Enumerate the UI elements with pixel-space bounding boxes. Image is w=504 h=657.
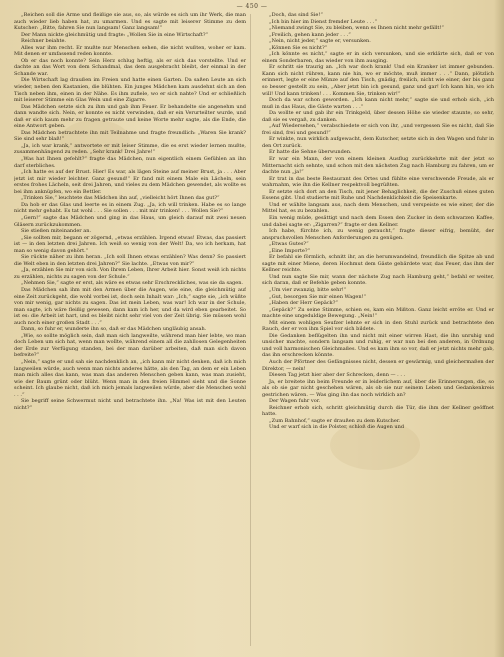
paragraph: Mit einem wohligen Seufzer lehnte er sich in den Stuhl zurück und betrachtete den Rauch, der er von ihm Spiel vor sich bildete.: [262, 319, 494, 333]
paragraph: „Haben der Herr Gepäck?“: [269, 300, 338, 307]
paragraph: „Nein, nicht jeder,“ sagte er, versunken.: [269, 38, 371, 45]
page-edge-shadow: [494, 0, 504, 657]
paragraph: Und er wählte langsam aus, nach dem Menschen, und verspeiste es wie einer, der die Mittel hat, es zu bezahlen.: [262, 201, 494, 215]
paragraph: „Reichen soll die Arme und fleißige sie aus, so, als würde es sich um ihr Werk, die man auch wieder lieb haben hat, zu umarmen. Und es sagte mit leiserer Stimme zu dem Kutscher: „Bitte, fahren Sie nun langsam! Ganz langsam!“: [14, 12, 246, 32]
paragraph: „Ich hatte es auf der Brust. Hier! Es war, als lägen Steine auf meiner Brust, ja . . . Aber jetzt ist mir wieder leichter. Ganz gesund!“ Er fand mit einem Male ein Lächeln, sein erstes frohes Lächeln, seit drei Jahren, und vieles zu dem Mädchen gewendet, als wollte es bei ihm anknüpfen, wo ein Bettler.: [14, 169, 246, 195]
paragraph: „Ja, ich war krank,“ antwortete er mit leiser Stimme, die es erst wieder lernen mußte, zusammenhängend zu reden. „Sehr krank! Drei Jahre!“: [14, 142, 246, 156]
paragraph: Der Wagen fuhr vor.: [269, 398, 321, 405]
paragraph: „Wie, so sollte möglich sein, daß man sich langweilte, während man hier lebte, wo man doch Leben um sich hat, wenn man wollte, während einem all die zahllosen Gelegenheiten der Erde zur Verfügung standen, bei der man darüber arbeiten, daß man sich davon befreite?“: [14, 332, 246, 359]
paragraph: Diesen Tag jetzt hier aber der Schrecken, denn — . . .: [269, 372, 406, 379]
paragraph: „Freilich, gehen kann jeder . . .“: [269, 31, 351, 38]
paragraph: Und er warf sich in die Polster, schloß die Augen und: [269, 424, 405, 431]
paragraph: „Sie sollten mir, begann er zögernd, „etwas erzählen. Irgend etwas! Etwas, das passiert ist — in den letzten drei Jahren. Ich weiß so wenig von der Welt! Da, wo ich herkam, hat man so wenig davon gehört.“: [14, 234, 246, 254]
paragraph: Er trat in das beste Restaurant des Ortes und fühlte eine verschwende Freude, als er wahrnahm, wie ihn die Kellner respektvoll begrüßten.: [262, 175, 494, 189]
paragraph: Sie rückte näher zu ihm heran. „Ich soll Ihnen etwas erzählen? Was denn? So passiert die Welt eben in den letzten drei Jahren?“ Sie lachte. „Etwas von mir?“: [14, 254, 246, 267]
paragraph: Die Gedanken beflügelten ihn und nicht mit einer wirren Hast, die ihn unruhig und unsicher machte, sondern langsam und ruhig, er war nun bei den anderen, in Ordnung und voll harmonischen Gleichmaßes. Und es kam ihm so vor, daß er jetzt nichts mehr gab, das ihn erschrecken könnte.: [262, 332, 494, 359]
paragraph: „Was hat Ihnen gefehlt?“ fragte das Mädchen, nun eigentlich einem Gefühlen an ihn darf sterbliches.: [14, 156, 246, 169]
paragraph: Der Mann nickte gleichmütig und fragte: „Wollen Sie in eine Wirtschaft?“: [21, 31, 209, 38]
paragraph: Er schritt sie traurig an. „Ich war doch krank! Und ein Kranker ist immer gebunden. Kann sich nicht rühren, kann nie hin, wo er möchte, muß immer . . .“ Dann, plötzlich erinnert, legte er eine Münze auf den Tisch, gnädig, freilich, nicht wie einer, der bis ganz so besser gestellt zu sein, „Aber jetzt bin ich gesund, ganz und gar! Ich kann hin, wo ich will! Und kann trinken! . . . Kommen Sie, trinken wir!“: [262, 64, 494, 97]
paragraph: Sie stießen miteinander an.: [21, 228, 92, 235]
paragraph: „Ich bin hier im Dienst fremder Leute . . .“: [269, 18, 378, 25]
paragraph: Reichner erhob sich, schritt gleichmütig durch die Tür, die ihm der Kellner geöffnet hatte.: [262, 404, 494, 418]
paragraph: „Können Sie es nicht?“: [269, 44, 328, 51]
paragraph: Doch da war schon geworden. „Ich kann nicht mehr,“ sagte sie und erhob sich, „ich muß in das Haus, die Gäste warten . . .“: [262, 97, 494, 110]
paragraph: „Um vier zwanzig, bitte sehr!“: [269, 286, 347, 293]
paragraph: „Auf Wiedersehen,“ verabschiedete er sich von ihr, „und vergessen Sie es nicht, daß Sie frei sind, frei und gesund!“: [262, 123, 494, 136]
paragraph: „Ich könnte es nicht,“ sagte er in sich versunken, und sie erklärte sich, daß er von einem Sonderbaren, das wieder von ihm ausging.: [262, 51, 494, 64]
column-divider: [250, 14, 251, 646]
paragraph: „Ja, erzählen Sie mir von sich. Von Ihrem Leben, Ihrer Arbeit hier. Sonst weiß ich nichts zu erzählen, nichts zu sagen von der Schule.“: [14, 267, 246, 280]
paragraph: „Trinken Sie,“ leuchtete das Mädchen ihn auf, „vielleicht hört Ihnen das gut?“: [21, 195, 220, 202]
paragraph: Und nun sagte Sie mir, wann der nächste Zug nach Hamburg geht,“ befahl er weiter, sich daran, daß er Befehle geben konnte.: [262, 273, 494, 287]
paragraph: Das Mädchen setzte sich zu ihm und gab ihm Feuer. Er behandelte sie angenehm und dann wandte sich. Nein, er konnte es nicht verwinden, daß er ein Verurteilter wurde, und daß er sich kaum mehr zu fragen getraute und keine Worte mehr sagte, als die Ende, die eine Antwort geben.: [14, 103, 246, 130]
paragraph: „Zum Bahnhof,“ sagte er draußen zu dem Kutscher.: [269, 417, 401, 424]
paragraph: Das Mädchen betrachtete ihn mit Teilnahme und fragte freundlich: „Waren Sie krank? Sie sind sehr blaß!“: [14, 129, 246, 143]
paragraph: „Gut, besorgen Sie mir einen Wagen!“: [269, 293, 367, 300]
paragraph: Da wollte er und gab ihr ein Trinkgeld, über dessen Höhe sie wieder staunte, so sehr, daß sie es vergaß, zu danken.: [262, 110, 494, 123]
paragraph: Ja, er breitete ihn beim Freunde er in leiderlichem auf, über die Erinnerungen, die, so als ob sie gar nicht geschehen wären, als ob sie nur seinem Leben und Gedankenkreis gestrichen wären. — Was ging ihn das noch wirklich an?: [262, 378, 494, 398]
paragraph: „Gern!“ sagte das Mädchen und ging in das Haus, um gleich darauf mit zwei neuen Gläsern zurückzukommen.: [14, 214, 246, 228]
paragraph: Dann, so fuhr er, wunderte ihn so, daß er das Mädchen ungläubig ansah.: [21, 326, 207, 333]
paragraph: Das Mädchen sah ihm mit den Armen über die Augen, wie eine, die gleichmütig auf eine Zeit zurückgeht, die wohl vorbei ist, doch sein Inhalt war: „Ich,“ sagte sie, „ich wüßte von mir wenig, gar nichts zu sagen. Das ist mein Leben, was war! Ich war in der Schule, man sagte, ich wäre fleißig gewesen, dann kam ich her, und da wird eben gearbeitet. So ist es: die Arbeit ist hart, und es bleibt nicht sehr viel von der Zeit übrig. Sie müssen wohl auch noch einer großen Stadt . . .“: [14, 286, 246, 326]
left-text-column: [14, 12, 246, 652]
paragraph: „Nein,“ sagte er und sah sie nachdenklich an, „ich kann mir nicht denken, daß ich mich langweilen würde, auch wenn man nichts anderes hätte, als den Tag, an dem er ein Leben man mich alles das kann, was man das anderen Menschen geben kann, was man zusieht, wie der Baum grünt oder blüht. Wenn man in den freien Himmel sieht und die Sonne scheint. Ich glaube nicht, daß ich mich jemals langweilen würde, aber die Menschen wohl . . .“: [14, 358, 246, 398]
paragraph: Ich habe, fürchte ich, zu wenig geraucht,“ fragte dieser eifrig, bemüht, der anspruchsvollen Menschen Anforderungen zu genügen.: [262, 228, 494, 241]
paragraph: „Gepäck?“ Zu seine Stimme, schien es, kam ein Mißton. Ganz leicht erröte er. Und er machte eine ungeduldige Bewegung. „Nein!“: [262, 306, 494, 320]
paragraph: „Nehmen Sie,“ sagte er erst, als wäre es etwas sehr Erschreckliches, was sie da sagen.: [21, 280, 244, 287]
paragraph: Er hatte die Sehne überwunden.: [269, 149, 352, 156]
paragraph: Alles war ihm recht. Er mußte nur Menschen sehen, die nicht wußten, woher er kam. Mit denen er umfassend reden konnte.: [14, 44, 246, 58]
paragraph: Er setzte sich dort an den Tisch, mit jener Behaglichkeit, die der Zuschuß eines guten Essens gibt. Und studierte mit Ruhe und Nachdenklichkeit die Speisenkarte.: [262, 188, 494, 202]
paragraph: „Eine Importe?“: [269, 247, 311, 254]
right-text-column: [262, 12, 494, 652]
paragraph: Er war ein Mann, der von einem kleinen Ausflug zurückkehrte mit der jetzt so Mitternacht sich sehnte, und schon mit den nächsten Zug nach Hamburg zu fahren, um er dachte nun „ja!“: [262, 156, 494, 176]
paragraph: Er winkte, nun wirklich aufgewacht, dem Kutscher, setzte sich in den Wagen und fuhr in den Ort zurück.: [262, 136, 494, 149]
paragraph: Er befahl sie förmlich, schnitt ihr, an die herumwandelnd, freundlich die Spitze ab und sagte mit einer Miene, deren Hochmut dem Gäste gebärdete war, das Feuer, das ihm der Kellner reichte.: [262, 254, 494, 274]
paragraph: „Niemand zwingt Sie, zu bleiben, wenn es Ihnen nicht mehr gefällt!“: [269, 25, 444, 32]
paragraph: „Etwas Gutes?“: [269, 241, 309, 248]
paragraph: Ob er das noch konnte? Sein Herz schlug heftig, als er sich das vorstellte. Und er dachte an das Wort von dem Schandmal, das dem ausgebracht bleibt, der einmal in der Schande war.: [14, 57, 246, 77]
paragraph: Sie begriff seine Schwermut nicht und betrachtete ihn. „Na! Was ist mit den Leuten nicht?“: [14, 398, 246, 411]
paragraph: Ein wenig müde, gesättigt und nach dem Essen den Zucker in dem schwarzen Kaffee, und dabei sagte er: „Zigarren?“ fragte er den Kellner.: [262, 214, 494, 228]
paragraph: Die Wirtschaft lag draußen im Freien und hatte einen Garten. Da saßen Leute an sich wieder, neben den Kastanien, die blühten. Ein junges Mädchen kam ausdehnt sich an den Tisch neben ihm, einen in der Nähe. Es ihm zufiele, wo er sich nahte? Und er schließlich mit leiserer Stimme ein Glas Wein und eine Zigarre.: [14, 77, 246, 104]
paragraph: „Doch, das sind Sie!“: [269, 12, 323, 18]
paragraph: Auch der Pförtner des Gefängnisses nicht, dessen er gewärmig, und gleichermaßen der Direktor, — nein!: [262, 358, 494, 372]
paragraph: Da hob er das Glas und leerte es in einem Zug. „Ja, ich will trinken. Habe es so lange nicht mehr gehabt. Es tat wohl . . . Sie sollen . . . mit mir trinken! . . . Wollen Sie?“: [14, 201, 246, 215]
page-number: — 450 —: [236, 3, 268, 10]
paragraph: Reichner beiahte.: [21, 38, 67, 45]
